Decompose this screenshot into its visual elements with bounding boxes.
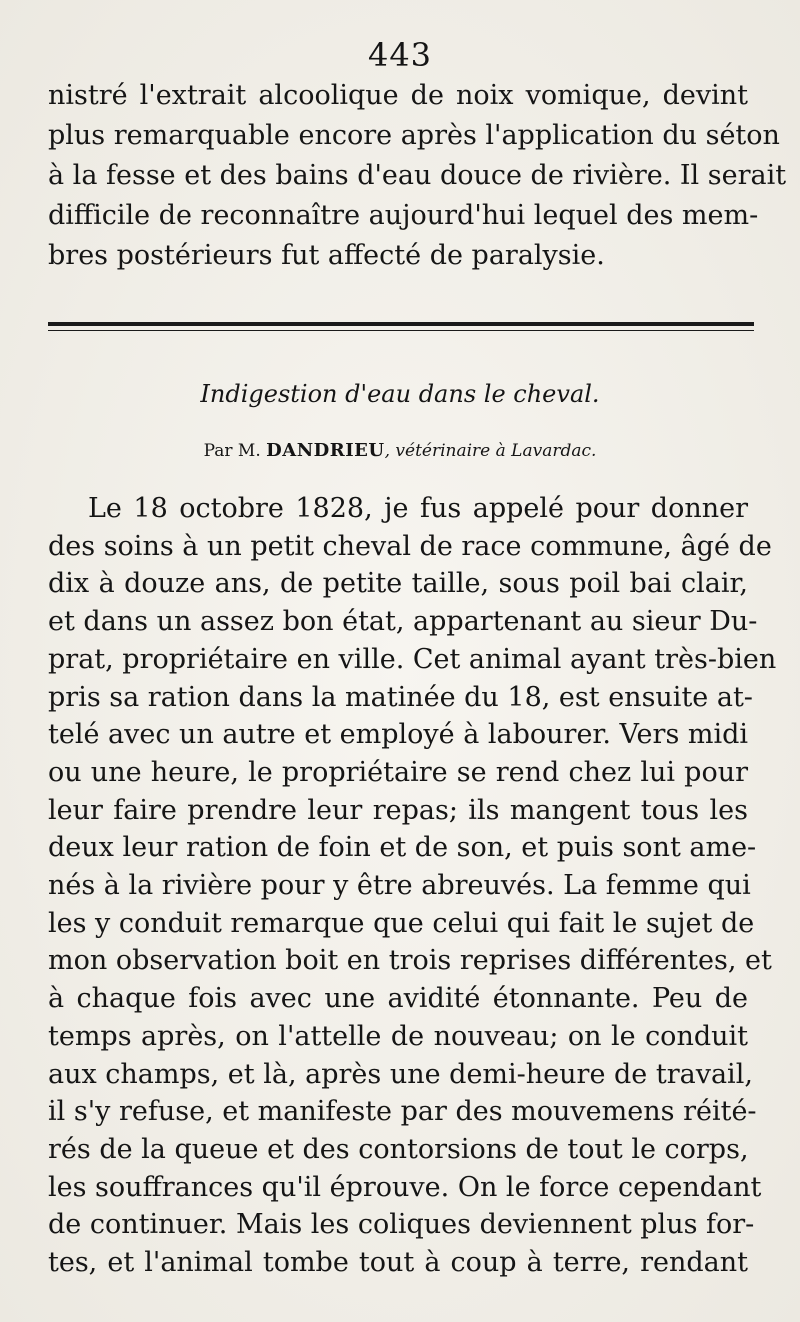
text-line: les souffrances qu'il éprouve. On le force cependant: [48, 1171, 762, 1203]
text-line: mon observation boit en trois reprises différentes, et: [48, 945, 772, 977]
text-line: des soins à un petit cheval de race commune, âgé de: [48, 530, 772, 562]
body-paragraph: [48, 490, 777, 1282]
text-line: nés à la rivière pour y être abreuvés. La femme qui: [48, 870, 751, 902]
text-line: il s'y refuse, et manifeste par des mouvemens réité-: [48, 1096, 757, 1128]
text-line: à la fesse et des bains d'eau douce de rivière. Il serait: [48, 160, 787, 191]
text-line: bres postérieurs fut affecté de paralysie.: [48, 240, 605, 271]
continued-paragraph: [48, 76, 787, 276]
text-line: de continuer. Mais les coliques deviennent plus for-: [48, 1209, 755, 1241]
text-line: Le 18 octobre 1828, je fus appelé pour donner: [88, 493, 748, 524]
byline: [0, 440, 800, 461]
author-name: DANDRIEU: [266, 440, 385, 461]
text-line: deux leur ration de foin et de son, et puis sont ame-: [48, 832, 757, 864]
text-line: difficile de reconnaître aujourd'hui lequel des mem-: [48, 200, 759, 231]
text-line: nistré l'extrait alcoolique de noix vomique, devint: [48, 80, 748, 111]
text-line: pris sa ration dans la matinée du 18, est ensuite at-: [48, 681, 753, 713]
section-title: Indigestion d'eau dans le cheval.: [200, 380, 600, 408]
text-line: aux champs, et là, après une demi-heure de travail,: [48, 1058, 753, 1090]
section-divider: [48, 322, 754, 326]
text-line: ou une heure, le propriétaire se rend chez lui pour: [48, 756, 748, 788]
text-line: prat, propriétaire en ville. Cet animal ayant très-bien: [48, 643, 777, 675]
text-line: tes, et l'animal tombe tout à coup à terre, rendant: [48, 1247, 748, 1279]
text-line: et dans un assez bon état, appartenant au sieur Du-: [48, 606, 758, 638]
text-line: telé avec un autre et employé à labourer. Vers midi: [48, 719, 749, 751]
text-line: leur faire prendre leur repas; ils mangent tous les: [48, 794, 748, 826]
text-line: à chaque fois avec une avidité étonnante. Peu de: [48, 983, 748, 1015]
text-line: plus remarquable encore après l'application du séton: [48, 120, 780, 151]
author-role: , vétérinaire à Lavardac.: [384, 441, 597, 461]
byline-prefix: Par M.: [203, 441, 261, 461]
text-line: dix à douze ans, de petite taille, sous poil bai clair,: [48, 568, 748, 600]
section-divider-thin: [48, 330, 754, 331]
text-line: les y conduit remarque que celui qui fait le sujet de: [48, 907, 755, 939]
page-number: 443: [367, 36, 433, 74]
text-line: rés de la queue et des contorsions de tout le corps,: [48, 1133, 749, 1165]
text-line: temps après, on l'attelle de nouveau; on le conduit: [48, 1020, 748, 1052]
